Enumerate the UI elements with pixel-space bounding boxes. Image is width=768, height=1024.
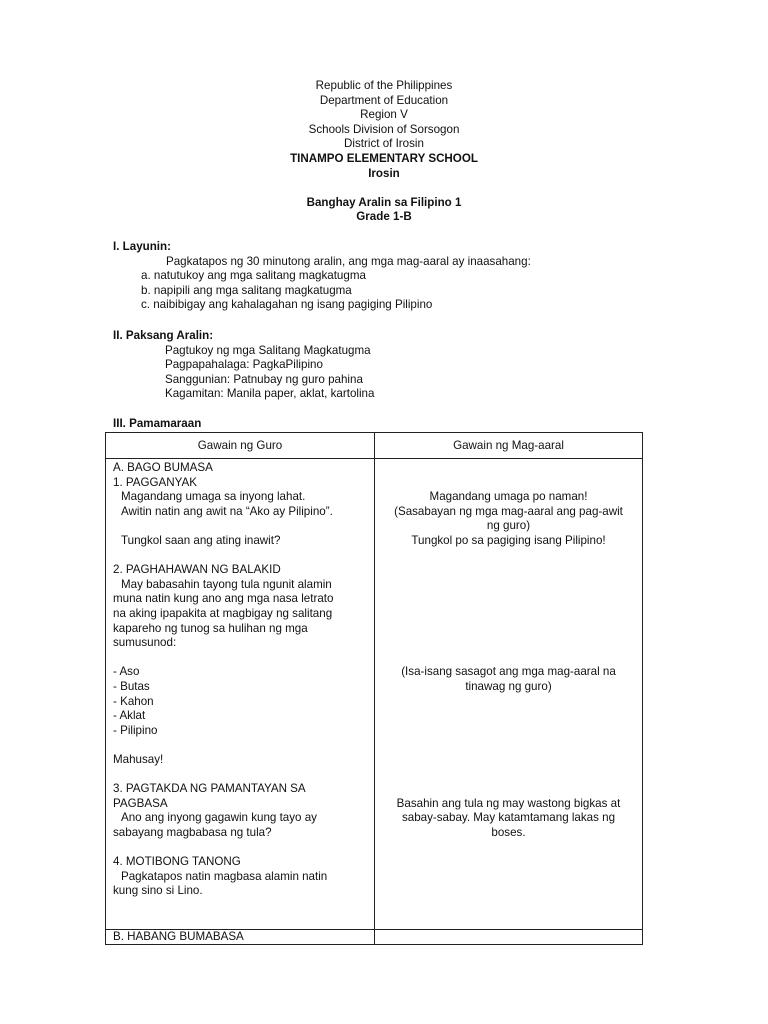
magaaral-response: Magandang umaga po naman! [429, 490, 588, 504]
section-pamamaraan [113, 417, 201, 432]
header-town: Irosin [368, 166, 400, 180]
guro-section-b: B. HABANG BUMABASA [106, 930, 375, 945]
pamamaraan-heading: III. Pamamaraan [113, 417, 202, 430]
guro-step-2: 2. PAGHAHAWAN NG BALAKID [113, 563, 281, 577]
layunin-item: b. napipili ang mga salitang magkatugma [141, 283, 352, 297]
guro-text: May babasahin tayong tula ngunit alamin [121, 577, 332, 591]
guro-text: Tungkol saan ang ating inawit? [121, 533, 281, 547]
magaaral-response: Basahin ang tula ng may wastong bigkas at [396, 796, 621, 810]
lesson-title: Banghay Aralin sa Filipino 1 [306, 195, 462, 209]
word-item: - Kahon [113, 694, 154, 708]
guro-text: Pagkatapos natin magbasa alamin natin [121, 869, 328, 883]
section-paksa [113, 329, 374, 402]
document-header [0, 79, 768, 225]
magaaral-response: boses. [491, 825, 526, 839]
guro-text: muna natin kung ano ang mga nasa letrato [113, 592, 334, 606]
guro-section-a: A. BAGO BUMASA [113, 461, 213, 474]
magaaral-cell [375, 459, 643, 930]
guro-text: na aking ipapakita at magbigay ng salitang [113, 606, 333, 620]
guro-text: Awitin natin ang awit na “Ako ay Pilipino”. [121, 504, 333, 518]
guro-cell [106, 459, 375, 930]
guro-text: sabayang magbabasa ng tula? [113, 825, 272, 839]
guro-step-3-cont: PAGBASA [113, 796, 168, 810]
magaaral-response: ng guro) [486, 519, 531, 533]
layunin-item: a. natutukoy ang mga salitang magkatugma [141, 269, 366, 283]
layunin-intro: Pagkatapos ng 30 minutong aralin, ang mga mag-aaral ay inaasahang: [166, 254, 531, 268]
header-country: Republic of the Philippines [315, 79, 453, 92]
header-division: Schools Division of Sorsogon [308, 122, 460, 136]
layunin-heading: I. Layunin: [113, 240, 171, 253]
guro-text: sumusunod: [113, 636, 177, 650]
lesson-grade: Grade 1-B [356, 210, 412, 224]
word-item: - Aklat [113, 709, 146, 723]
paksa-heading: II. Paksang Aralin: [113, 329, 214, 342]
paksa-item: Pagtukoy ng mga Salitang Magkatugma [165, 343, 371, 357]
magaaral-response: (Isa-isang sasagot ang mga mag-aaral na [401, 665, 616, 679]
guro-text: kung sino si Lino. [113, 884, 203, 898]
header-region: Region V [360, 108, 408, 122]
word-item: - Butas [113, 679, 150, 693]
magaaral-empty-cell [375, 930, 643, 945]
section-layunin [113, 240, 531, 313]
paksa-item: Kagamitan: Manila paper, aklat, kartolina [165, 387, 375, 401]
guro-text: Ano ang inyong gagawin kung tayo ay [121, 811, 317, 825]
guro-step-4: 4. MOTIBONG TANONG [113, 855, 241, 869]
paksa-item: Pagpapahalaga: PagkaPilipino [165, 358, 323, 372]
header-district: District of Irosin [344, 137, 424, 151]
column-header-magaaral: Gawain ng Mag-aaral [375, 433, 643, 459]
magaaral-response: tinawag ng guro) [465, 679, 552, 693]
header-department: Department of Education [319, 93, 449, 107]
word-item: - Pilipino [113, 723, 158, 737]
guro-text: Magandang umaga sa inyong lahat. [121, 490, 306, 504]
magaaral-response: (Sasabayan ng mga mag-aaral ang pag-awit [394, 504, 623, 518]
guro-step-1: 1. PAGGANYAK [113, 475, 197, 489]
pamamaraan-table [105, 432, 643, 945]
guro-text: Mahusay! [113, 752, 164, 766]
guro-text: kapareho ng tunog sa hulihan ng mga [113, 621, 308, 635]
paksa-item: Sanggunian: Patnubay ng guro pahina [165, 372, 363, 386]
guro-step-3: 3. PAGTAKDA NG PAMANTAYAN SA [113, 782, 306, 796]
column-header-guro: Gawain ng Guro [106, 433, 375, 459]
header-school: TINAMPO ELEMENTARY SCHOOL [290, 151, 478, 165]
magaaral-response: sabay-sabay. May katamtamang lakas ng [401, 811, 616, 825]
layunin-item: c. naibibigay ang kahalagahan ng isang pagiging Pilipino [141, 298, 433, 312]
word-item: - Aso [113, 665, 140, 679]
magaaral-response: Tungkol po sa pagiging isang Pilipino! [411, 533, 606, 547]
